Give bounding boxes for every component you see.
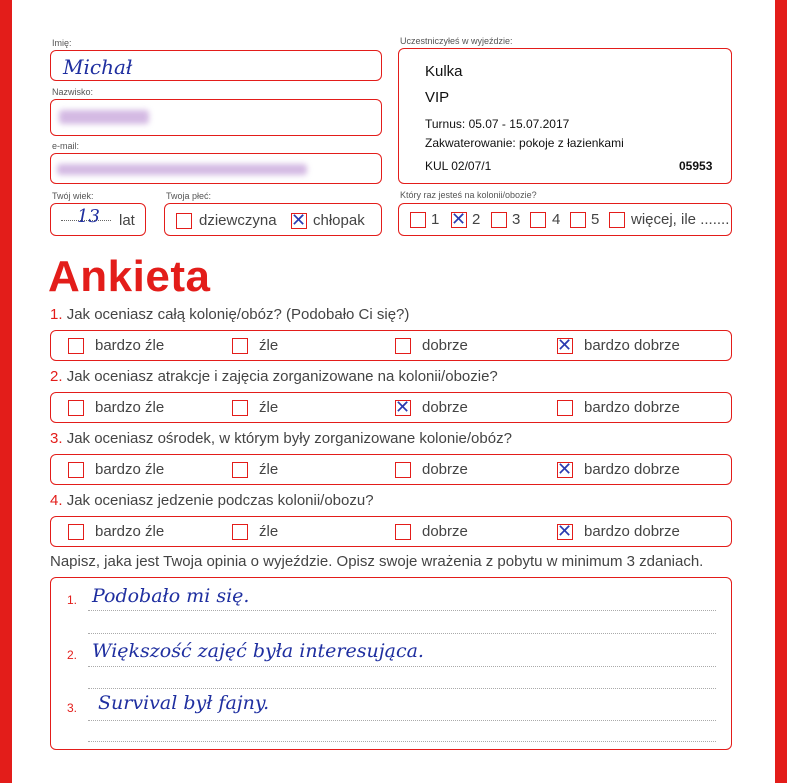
question-1-checkbox-2[interactable] (232, 338, 248, 354)
question-1-number: 1. (50, 306, 63, 323)
question-4-checkbox-3[interactable] (395, 524, 411, 540)
left-red-border (0, 0, 12, 783)
question-2-option-1: bardzo źle (95, 399, 165, 416)
opinion-line-rule-1 (88, 610, 716, 611)
plec-option-dziewczyna: dziewczyna (199, 212, 277, 229)
redacted-surname (59, 110, 149, 124)
wiek-label: Twój wiek: (52, 191, 94, 201)
opinion-line-rule-3b (88, 741, 716, 742)
plec-checkbox-chlopak[interactable]: ✕ (291, 210, 307, 231)
question-4-label: Jak oceniasz jedzenie podczas kolonii/obozu? (66, 492, 374, 509)
question-1-text (50, 306, 409, 323)
question-2-text (50, 368, 498, 385)
question-3-checkbox-1[interactable] (68, 462, 84, 478)
question-2-option-3: dobrze (422, 399, 468, 416)
participant-zakwaterowanie: Zakwaterowanie: pokoje z łazienkami (425, 136, 624, 150)
opinion-line-rule-1b (88, 633, 716, 634)
ktory-raz-option-3: 3 (512, 211, 521, 228)
opinion-prompt: Napisz, jaka jest Twoja opinia o wyjeździe. Opisz swoje wrażenia z pobytu w minimum 3 zdaniach. (50, 553, 704, 570)
question-1-option-3: dobrze (422, 337, 468, 354)
question-4-text (50, 492, 374, 509)
question-2-number: 2. (50, 368, 63, 385)
question-3-option-4: bardzo dobrze (584, 461, 680, 478)
participant-name: Kulka (425, 63, 463, 80)
plec-label: Twoja płeć: (166, 191, 212, 201)
nazwisko-field[interactable] (50, 99, 382, 136)
imie-label: Imię: (52, 38, 72, 48)
ktory-raz-option-2: 2 (472, 211, 481, 228)
ktory-raz-option-5: 5 (591, 211, 600, 228)
participant-label: Uczestniczyłeś w wyjeździe: (400, 36, 513, 46)
ktory-raz-checkbox-4[interactable] (530, 212, 546, 228)
email-label: e-mail: (52, 141, 80, 151)
participant-card (398, 48, 732, 184)
check-mark-icon: ✕ (395, 397, 411, 418)
opinion-line-rule-2 (88, 666, 716, 667)
opinion-line-rule-3 (88, 720, 716, 721)
question-3-checkbox-4[interactable] (557, 459, 573, 480)
question-4-option-4: bardzo dobrze (584, 523, 680, 540)
email-field[interactable] (50, 153, 382, 184)
participant-turnus: Turnus: 05.07 - 15.07.2017 (425, 117, 570, 131)
question-1-label: Jak oceniasz całą kolonię/obóz? (Podobało Ci się?) (66, 306, 410, 323)
plec-option-chlopak: chłopak (313, 212, 365, 229)
question-2-checkbox-4[interactable] (557, 400, 573, 416)
opinion-text-1: Podobało mi się. (92, 585, 250, 607)
question-3-option-2: źle (259, 461, 279, 478)
plec-checkbox-dziewczyna[interactable] (176, 213, 192, 229)
question-4-option-1: bardzo źle (95, 523, 165, 540)
question-3-text (50, 430, 512, 447)
imie-field[interactable] (50, 50, 382, 81)
wiek-field[interactable] (50, 203, 146, 236)
question-1-option-2: źle (259, 337, 279, 354)
question-3-checkbox-3[interactable] (395, 462, 411, 478)
opinion-num-3: 3. (67, 701, 78, 715)
question-3-label: Jak oceniasz ośrodek, w którym były zorganizowane kolonie/obóz? (66, 430, 512, 447)
right-red-border (775, 0, 787, 783)
check-mark-icon: ✕ (557, 459, 573, 480)
wiek-value: 13 (77, 206, 100, 227)
question-1-checkbox-4[interactable] (557, 335, 573, 356)
question-4-checkbox-4[interactable] (557, 521, 573, 542)
check-mark-icon: ✕ (557, 521, 573, 542)
redacted-email (57, 164, 307, 175)
imie-value: Michał (63, 55, 133, 79)
question-1-option-4: bardzo dobrze (584, 337, 680, 354)
ktory-raz-checkbox-wiecej[interactable] (609, 212, 625, 228)
question-4-checkbox-2[interactable] (232, 524, 248, 540)
opinion-num-1: 1. (67, 593, 78, 607)
ktory-raz-option-1: 1 (431, 211, 440, 228)
question-3-checkbox-2[interactable] (232, 462, 248, 478)
nazwisko-label: Nazwisko: (52, 87, 94, 97)
question-2-checkbox-1[interactable] (68, 400, 84, 416)
question-1-checkbox-3[interactable] (395, 338, 411, 354)
opinion-line-rule-2b (88, 688, 716, 689)
participant-number: 05953 (679, 159, 713, 173)
participant-status: VIP (425, 89, 450, 106)
question-2-checkbox-3[interactable] (395, 397, 411, 418)
question-4-checkbox-1[interactable] (68, 524, 84, 540)
question-4-option-2: źle (259, 523, 279, 540)
participant-code: KUL 02/07/1 (425, 159, 492, 173)
check-mark-icon: ✕ (557, 335, 573, 356)
wiek-unit: lat (119, 212, 135, 229)
opinion-num-2: 2. (67, 648, 78, 662)
question-2-label: Jak oceniasz atrakcje i zajęcia zorganizowane na kolonii/obozie? (66, 368, 498, 385)
ktory-raz-option-wiecej: więcej, ile ....... (631, 211, 730, 228)
ktory-raz-checkbox-3[interactable] (491, 212, 507, 228)
question-2-checkbox-2[interactable] (232, 400, 248, 416)
plec-field (164, 203, 382, 236)
ktory-raz-checkbox-2[interactable]: ✕ (451, 209, 467, 230)
ktory-raz-checkbox-1[interactable] (410, 212, 426, 228)
ktory-raz-option-4: 4 (552, 211, 561, 228)
ktory-raz-label: Który raz jesteś na kolonii/obozie? (400, 190, 537, 200)
opinion-text-3: Survival był fajny. (98, 692, 270, 714)
question-4-option-3: dobrze (422, 523, 468, 540)
ktory-raz-checkbox-5[interactable] (570, 212, 586, 228)
question-1-option-1: bardzo źle (95, 337, 165, 354)
question-1-checkbox-1[interactable] (68, 338, 84, 354)
survey-title: Ankieta (48, 252, 211, 301)
question-3-number: 3. (50, 430, 63, 447)
question-3-option-1: bardzo źle (95, 461, 165, 478)
opinion-text-2: Większość zajęć była interesująca. (92, 640, 424, 662)
ktory-raz-field (398, 203, 732, 236)
question-3-option-3: dobrze (422, 461, 468, 478)
question-4-number: 4. (50, 492, 63, 509)
question-2-option-4: bardzo dobrze (584, 399, 680, 416)
question-2-option-2: źle (259, 399, 279, 416)
